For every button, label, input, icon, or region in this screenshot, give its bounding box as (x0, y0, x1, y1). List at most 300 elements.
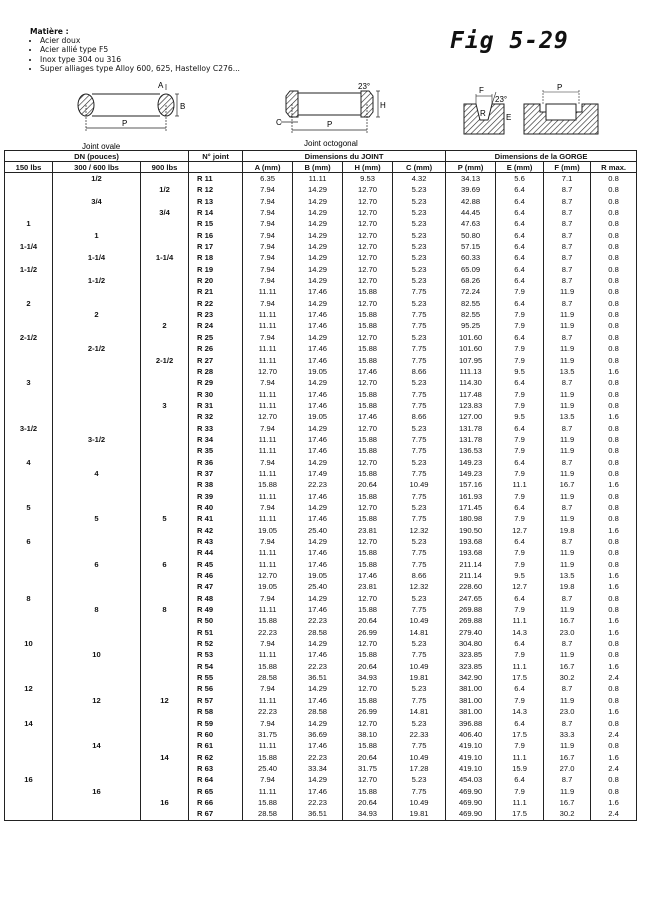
table-row (5, 513, 637, 524)
ring-number: R 65 (189, 786, 243, 797)
table-row (5, 366, 637, 377)
e-mm: 7.9 (496, 400, 544, 411)
e-mm: 6.4 (496, 264, 544, 275)
ring-number: R 35 (189, 445, 243, 456)
dn-300-600: 1-1/4 (53, 252, 141, 263)
f-mm: 8.7 (544, 593, 591, 604)
dn-300-600 (53, 525, 141, 536)
e-mm: 6.4 (496, 774, 544, 785)
p-mm: 211.14 (446, 570, 496, 581)
c-mm: 7.75 (393, 740, 446, 751)
b-mm: 17.46 (293, 740, 343, 751)
e-mm: 6.4 (496, 457, 544, 468)
dn-150 (5, 445, 53, 456)
r-max: 0.8 (591, 389, 637, 400)
r-max: 0.8 (591, 241, 637, 252)
c-mm: 5.23 (393, 218, 446, 229)
dn-900 (141, 457, 189, 468)
ring-number: R 28 (189, 366, 243, 377)
ring-number: R 36 (189, 457, 243, 468)
e-mm: 9.5 (496, 366, 544, 377)
p-mm: 193.68 (446, 536, 496, 547)
b-mm: 14.29 (293, 593, 343, 604)
dn-150 (5, 547, 53, 558)
e-mm: 7.9 (496, 604, 544, 615)
dn-900 (141, 377, 189, 388)
ring-number: R 45 (189, 559, 243, 570)
c-mm: 8.66 (393, 366, 446, 377)
b-mm: 19.05 (293, 411, 343, 422)
a-mm: 19.05 (243, 581, 293, 592)
f-mm: 16.7 (544, 797, 591, 808)
dn-150 (5, 649, 53, 660)
a-mm: 28.58 (243, 672, 293, 683)
c-mm: 4.32 (393, 173, 446, 185)
dn-150: 8 (5, 593, 53, 604)
h-mm: 12.70 (343, 332, 393, 343)
h-mm: 17.46 (343, 411, 393, 422)
material-item: • Inox type 304 ou 316 (40, 55, 240, 64)
dn-300-600 (53, 377, 141, 388)
a-mm: 15.88 (243, 752, 293, 763)
f-mm: 8.7 (544, 502, 591, 513)
dn-300-600 (53, 547, 141, 558)
table-row (5, 808, 637, 820)
e-mm: 9.5 (496, 570, 544, 581)
a-mm: 11.11 (243, 309, 293, 320)
a-mm: 7.94 (243, 218, 293, 229)
a-mm: 22.23 (243, 706, 293, 717)
p-mm: 342.90 (446, 672, 496, 683)
b-mm: 14.29 (293, 252, 343, 263)
p-mm: 123.83 (446, 400, 496, 411)
dn-300-600 (53, 355, 141, 366)
p-mm: 193.68 (446, 547, 496, 558)
dn-900 (141, 298, 189, 309)
table-row (5, 468, 637, 479)
table-row (5, 763, 637, 774)
dn-150: 4 (5, 457, 53, 468)
c-mm: 5.23 (393, 332, 446, 343)
dn-900 (141, 661, 189, 672)
b-mm: 25.40 (293, 581, 343, 592)
e-mm: 6.4 (496, 423, 544, 434)
dn-150: 2 (5, 298, 53, 309)
p-mm: 117.48 (446, 389, 496, 400)
p-mm: 95.25 (446, 320, 496, 331)
b-mm: 17.46 (293, 604, 343, 615)
table-row (5, 525, 637, 536)
joint-header: Dimensions du JOINT (243, 151, 446, 162)
f-mm: 8.7 (544, 230, 591, 241)
h-mm: 15.88 (343, 604, 393, 615)
label-r: R (480, 109, 486, 118)
p-mm: 469.90 (446, 808, 496, 820)
e-mm: 7.9 (496, 445, 544, 456)
h-mm: 20.64 (343, 479, 393, 490)
dn-150 (5, 672, 53, 683)
table-row (5, 570, 637, 581)
table-row (5, 491, 637, 502)
h-mm: 12.70 (343, 593, 393, 604)
c-mm: 7.75 (393, 547, 446, 558)
b-mm: 22.23 (293, 479, 343, 490)
c-mm: 12.32 (393, 581, 446, 592)
c-mm: 5.23 (393, 207, 446, 218)
f-mm: 11.9 (544, 309, 591, 320)
c-mm: 10.49 (393, 615, 446, 626)
dn-900 (141, 593, 189, 604)
f-mm: 11.9 (544, 559, 591, 570)
e-mm: 7.9 (496, 389, 544, 400)
a-mm: 11.11 (243, 604, 293, 615)
a-mm: 7.94 (243, 230, 293, 241)
dn-150 (5, 320, 53, 331)
dn-300-600 (53, 672, 141, 683)
a-mm: 11.11 (243, 400, 293, 411)
b-mm: 14.29 (293, 774, 343, 785)
dn-300-600 (53, 502, 141, 513)
b-mm: 22.23 (293, 615, 343, 626)
h-mm: 23.81 (343, 581, 393, 592)
p-mm: 131.78 (446, 423, 496, 434)
h-mm: 12.70 (343, 218, 393, 229)
r-max: 1.6 (591, 752, 637, 763)
oval-ring-diagram (70, 80, 200, 155)
r-max: 1.6 (591, 706, 637, 717)
c-mm: 7.75 (393, 786, 446, 797)
ring-number: R 33 (189, 423, 243, 434)
label-angle: 23° (358, 82, 371, 91)
p-mm: 44.45 (446, 207, 496, 218)
table-row (5, 309, 637, 320)
b-mm: 17.46 (293, 400, 343, 411)
h-mm: 12.70 (343, 718, 393, 729)
f-mm: 8.7 (544, 423, 591, 434)
p-mm: 60.33 (446, 252, 496, 263)
table-row (5, 774, 637, 785)
ring-number: R 17 (189, 241, 243, 252)
h-mm: 15.88 (343, 740, 393, 751)
dn-150: 1-1/4 (5, 241, 53, 252)
dn-300-600 (53, 627, 141, 638)
dn-900: 1/2 (141, 184, 189, 195)
f-mm: 30.2 (544, 808, 591, 820)
ring-number: R 47 (189, 581, 243, 592)
c-mm: 12.32 (393, 525, 446, 536)
dn-150 (5, 366, 53, 377)
a-mm: 7.94 (243, 275, 293, 286)
table-row (5, 343, 637, 354)
a-mm: 7.94 (243, 184, 293, 195)
e-mm: 6.4 (496, 683, 544, 694)
r-max: 0.8 (591, 434, 637, 445)
a-mm: 7.94 (243, 207, 293, 218)
e-mm: 6.4 (496, 218, 544, 229)
b-mm: 14.29 (293, 218, 343, 229)
f-mm: 8.7 (544, 252, 591, 263)
p-mm: 381.00 (446, 706, 496, 717)
f-mm: 8.7 (544, 218, 591, 229)
table-row (5, 286, 637, 297)
dn-150 (5, 729, 53, 740)
dn-900 (141, 740, 189, 751)
c-mm: 7.75 (393, 343, 446, 354)
b-mm: 14.29 (293, 457, 343, 468)
dn-300-600 (53, 184, 141, 195)
h-mm: 12.70 (343, 536, 393, 547)
table-row (5, 218, 637, 229)
dn-900 (141, 502, 189, 513)
dn-900 (141, 309, 189, 320)
dn-150 (5, 389, 53, 400)
f-mm: 8.7 (544, 184, 591, 195)
dn-300-600 (53, 661, 141, 672)
e-mm: 7.9 (496, 559, 544, 570)
c-mm: 10.49 (393, 479, 446, 490)
col-r: R max. (591, 162, 637, 173)
c-mm: 7.75 (393, 286, 446, 297)
r-max: 0.8 (591, 593, 637, 604)
r-max: 0.8 (591, 264, 637, 275)
dn-900 (141, 718, 189, 729)
dn-900: 14 (141, 752, 189, 763)
f-mm: 11.9 (544, 491, 591, 502)
dn-150 (5, 604, 53, 615)
dn-900 (141, 491, 189, 502)
b-mm: 14.29 (293, 377, 343, 388)
b-mm: 17.46 (293, 559, 343, 570)
ring-number: R 56 (189, 683, 243, 694)
f-mm: 8.7 (544, 298, 591, 309)
c-mm: 8.66 (393, 570, 446, 581)
h-mm: 34.93 (343, 808, 393, 820)
e-mm: 6.4 (496, 207, 544, 218)
dn-300-600 (53, 729, 141, 740)
e-mm: 6.4 (496, 502, 544, 513)
octagonal-ring-diagram (276, 80, 406, 152)
p-mm: 180.98 (446, 513, 496, 524)
b-mm: 17.46 (293, 320, 343, 331)
p-mm: 39.69 (446, 184, 496, 195)
h-mm: 15.88 (343, 445, 393, 456)
ring-number: R 27 (189, 355, 243, 366)
dn-300-600: 6 (53, 559, 141, 570)
r-max: 0.8 (591, 423, 637, 434)
dn-900 (141, 638, 189, 649)
h-mm: 12.70 (343, 230, 393, 241)
p-mm: 419.10 (446, 740, 496, 751)
table-row (5, 320, 637, 331)
label-a: A (158, 81, 164, 90)
table-row (5, 627, 637, 638)
e-mm: 17.5 (496, 729, 544, 740)
f-mm: 11.9 (544, 786, 591, 797)
r-max: 1.6 (591, 797, 637, 808)
dn-300-600 (53, 683, 141, 694)
dn-150 (5, 479, 53, 490)
dn-150 (5, 491, 53, 502)
p-mm: 269.88 (446, 604, 496, 615)
h-mm: 9.53 (343, 173, 393, 185)
dn-150 (5, 627, 53, 638)
dn-150 (5, 786, 53, 797)
b-mm: 14.29 (293, 638, 343, 649)
h-mm: 15.88 (343, 513, 393, 524)
r-max: 0.8 (591, 355, 637, 366)
dn-900 (141, 218, 189, 229)
e-mm: 7.9 (496, 786, 544, 797)
ring-number: R 14 (189, 207, 243, 218)
b-mm: 14.29 (293, 230, 343, 241)
c-mm: 19.81 (393, 672, 446, 683)
col-c: C (mm) (393, 162, 446, 173)
dn-300-600 (53, 593, 141, 604)
col-f: F (mm) (544, 162, 591, 173)
dn-150 (5, 740, 53, 751)
h-mm: 12.70 (343, 502, 393, 513)
a-mm: 7.94 (243, 774, 293, 785)
ring-number: R 53 (189, 649, 243, 660)
c-mm: 7.75 (393, 389, 446, 400)
e-mm: 7.9 (496, 468, 544, 479)
c-mm: 5.23 (393, 377, 446, 388)
e-mm: 7.9 (496, 355, 544, 366)
ring-number: R 19 (189, 264, 243, 275)
p-mm: 131.78 (446, 434, 496, 445)
dn-900 (141, 423, 189, 434)
label-angle: 23° (495, 95, 508, 104)
dn-900 (141, 706, 189, 717)
r-max: 2.4 (591, 808, 637, 820)
e-mm: 7.9 (496, 309, 544, 320)
b-mm: 33.34 (293, 763, 343, 774)
c-mm: 7.75 (393, 445, 446, 456)
b-mm: 17.49 (293, 468, 343, 479)
p-mm: 419.10 (446, 763, 496, 774)
c-mm: 7.75 (393, 355, 446, 366)
r-max: 0.8 (591, 309, 637, 320)
ring-number: R 67 (189, 808, 243, 820)
label-p: P (122, 119, 128, 128)
p-mm: 42.88 (446, 196, 496, 207)
table-row (5, 434, 637, 445)
h-mm: 15.88 (343, 695, 393, 706)
c-mm: 17.28 (393, 763, 446, 774)
dn-900 (141, 332, 189, 343)
r-max: 0.8 (591, 718, 637, 729)
r-max: 0.8 (591, 252, 637, 263)
dn-900 (141, 627, 189, 638)
a-mm: 11.11 (243, 547, 293, 558)
b-mm: 14.29 (293, 332, 343, 343)
e-mm: 11.1 (496, 661, 544, 672)
dn-900 (141, 547, 189, 558)
a-mm: 7.94 (243, 377, 293, 388)
dn-900 (141, 173, 189, 185)
label-b: B (180, 102, 186, 111)
b-mm: 28.58 (293, 706, 343, 717)
b-mm: 17.46 (293, 445, 343, 456)
f-mm: 13.5 (544, 366, 591, 377)
dn-150: 12 (5, 683, 53, 694)
e-mm: 6.4 (496, 718, 544, 729)
p-mm: 396.88 (446, 718, 496, 729)
ring-number: R 43 (189, 536, 243, 547)
r-max: 0.8 (591, 649, 637, 660)
dn-150 (5, 559, 53, 570)
h-mm: 26.99 (343, 627, 393, 638)
dn-300-600 (53, 797, 141, 808)
dn-300-600: 4 (53, 468, 141, 479)
b-mm: 14.29 (293, 502, 343, 513)
dn-900: 2 (141, 320, 189, 331)
col-h: H (mm) (343, 162, 393, 173)
r-max: 1.6 (591, 661, 637, 672)
ring-number: R 48 (189, 593, 243, 604)
a-mm: 7.94 (243, 264, 293, 275)
r-max: 1.6 (591, 366, 637, 377)
a-mm: 28.58 (243, 808, 293, 820)
table-row (5, 207, 637, 218)
p-mm: 304.80 (446, 638, 496, 649)
ring-number: R 58 (189, 706, 243, 717)
f-mm: 16.7 (544, 661, 591, 672)
table-row (5, 752, 637, 763)
p-mm: 57.15 (446, 241, 496, 252)
e-mm: 7.9 (496, 547, 544, 558)
dn-300-600: 12 (53, 695, 141, 706)
table-row (5, 457, 637, 468)
ring-number: R 61 (189, 740, 243, 751)
h-mm: 12.70 (343, 264, 393, 275)
r-max: 1.6 (591, 570, 637, 581)
b-mm: 17.46 (293, 649, 343, 660)
c-mm: 7.75 (393, 309, 446, 320)
r-max: 0.8 (591, 559, 637, 570)
h-mm: 15.88 (343, 547, 393, 558)
table-row (5, 672, 637, 683)
dn-header: DN (pouces) (5, 151, 189, 162)
p-mm: 68.26 (446, 275, 496, 286)
r-max: 0.8 (591, 468, 637, 479)
material-list (30, 27, 240, 73)
r-max: 0.8 (591, 536, 637, 547)
ring-number: R 15 (189, 218, 243, 229)
a-mm: 7.94 (243, 638, 293, 649)
r-max: 0.8 (591, 275, 637, 286)
dn-300-600 (53, 570, 141, 581)
f-mm: 30.2 (544, 672, 591, 683)
p-mm: 419.10 (446, 752, 496, 763)
h-mm: 15.88 (343, 309, 393, 320)
h-mm: 12.70 (343, 683, 393, 694)
dn-150 (5, 286, 53, 297)
f-mm: 11.9 (544, 445, 591, 456)
table-body (5, 173, 637, 821)
c-mm: 10.49 (393, 752, 446, 763)
table-row (5, 695, 637, 706)
table-row (5, 729, 637, 740)
dn-150 (5, 661, 53, 672)
f-mm: 8.7 (544, 536, 591, 547)
r-max: 0.8 (591, 786, 637, 797)
dn-300-600: 5 (53, 513, 141, 524)
table-row (5, 411, 637, 422)
f-mm: 8.7 (544, 377, 591, 388)
dn-150: 1-1/2 (5, 264, 53, 275)
r-max: 0.8 (591, 604, 637, 615)
